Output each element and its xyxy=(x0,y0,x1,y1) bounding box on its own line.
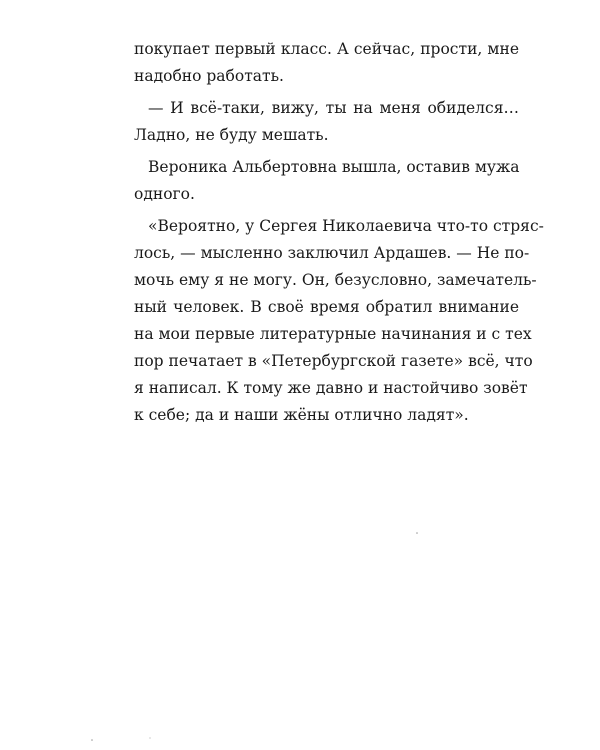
text-line: к себе; да и наши жёны отлично ладят». xyxy=(134,406,469,424)
text-line: мочь ему я не могу. Он, безусловно, замечатель- xyxy=(134,271,537,289)
dust-speck xyxy=(416,532,418,534)
text-line: одного. xyxy=(134,185,195,203)
text-line: надобно работать. xyxy=(134,67,284,85)
text-line: на мои первые литературные начинания и с тех xyxy=(134,325,532,343)
text-line: я написал. К тому же давно и настойчиво зовёт xyxy=(134,379,528,397)
paragraph xyxy=(134,154,519,208)
text-line: ный человек. В своё время обратил внимание xyxy=(134,298,519,316)
paragraph xyxy=(134,95,519,149)
paragraph xyxy=(134,36,519,90)
text-line: — И всё-таки, вижу, ты на меня обиделся… xyxy=(148,99,519,117)
paragraph xyxy=(134,213,544,429)
dust-speck xyxy=(91,739,93,741)
text-line: Ладно, не буду мешать. xyxy=(134,126,329,144)
text-line: Вероника Альбертовна вышла, оставив мужа xyxy=(148,158,520,176)
text-line: покупает первый класс. А сейчас, прости, мне xyxy=(134,40,519,58)
text-line: лось, — мысленно заключил Ардашев. — Не по- xyxy=(134,244,530,262)
text-line: пор печатает в «Петербургской газете» всё, что xyxy=(134,352,533,370)
text-line: «Вероятно, у Сергея Николаевича что-то стряс- xyxy=(148,217,544,235)
dust-speck xyxy=(149,737,150,738)
body-text xyxy=(134,36,544,429)
